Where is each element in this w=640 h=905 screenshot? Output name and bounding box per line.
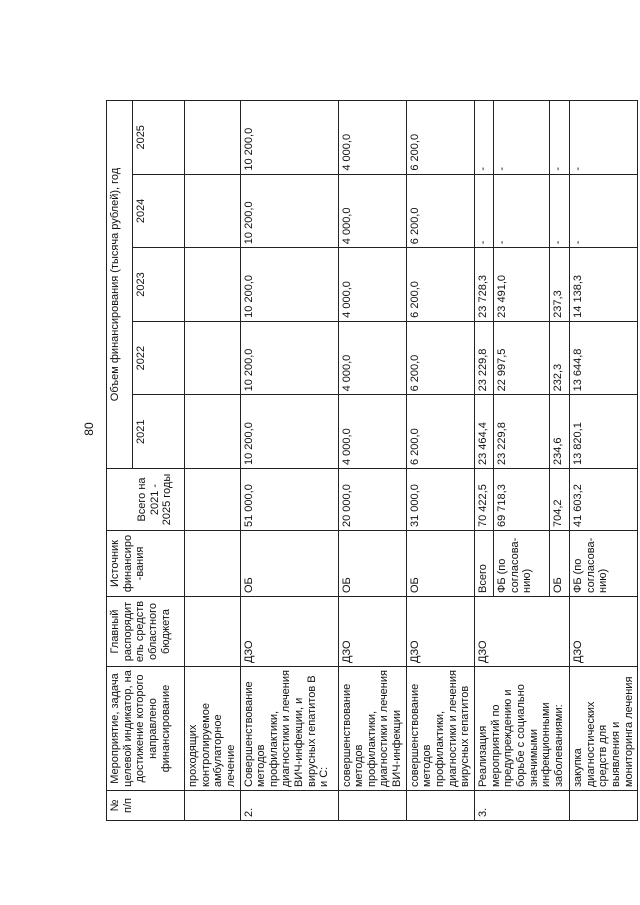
value-2024: 10 200,0 — [240, 174, 338, 248]
source-cell: ОБ — [338, 531, 406, 597]
value-2021: 6 200,0 — [406, 395, 474, 469]
table-row — [240, 100, 338, 820]
source-cell: ОБ — [549, 531, 569, 597]
total-cell: 41 603,2 — [569, 469, 637, 531]
manager-cell: ДЗО — [338, 597, 406, 667]
financing-table — [106, 100, 638, 821]
source-cell: ФБ (по согласова-нию) — [569, 531, 637, 597]
manager-cell: ДЗО — [406, 597, 474, 667]
header-num: № п/п — [107, 791, 185, 821]
total-cell: 51 000,0 — [240, 469, 338, 531]
header-year-2023: 2023 — [133, 248, 185, 322]
value-2024: - — [493, 174, 549, 248]
value-2024: - — [569, 174, 637, 248]
value-2021: 13 820,1 — [569, 395, 637, 469]
table-row — [569, 100, 637, 820]
total-cell: 20 000,0 — [338, 469, 406, 531]
value-2021: 234,6 — [549, 395, 569, 469]
header-activity: Мероприятие, задача целевой индикатор, на достижение которого направлено финансирование — [107, 667, 185, 791]
source-cell: Всего — [474, 531, 493, 597]
header-year-2025: 2025 — [133, 100, 185, 174]
value-2021: 4 000,0 — [338, 395, 406, 469]
value-2021: 10 200,0 — [240, 395, 338, 469]
source-cell: ОБ — [240, 531, 338, 597]
value-2022: 23 229,8 — [474, 321, 493, 395]
value-2023: 237,3 — [549, 248, 569, 322]
value-2025: - — [474, 100, 493, 174]
manager-cell: ДЗО — [474, 597, 569, 667]
total-cell: 70 422,5 — [474, 469, 493, 531]
table-row — [338, 100, 406, 820]
value-2023: 4 000,0 — [338, 248, 406, 322]
activity-cell: закупка диагностических средств для выявления и мониторинга лечения — [569, 667, 637, 791]
activity-cell: совершенствование методов профилактики, диагностики и лечения вирусных гепатитов — [406, 667, 474, 791]
value-2022: 22 997,5 — [493, 321, 549, 395]
total-cell: 69 718,3 — [493, 469, 549, 531]
value-2025: - — [569, 100, 637, 174]
manager-cell: ДЗО — [569, 597, 637, 667]
value-2022: 4 000,0 — [338, 321, 406, 395]
activity-cell: проходящих контролируемое амбулаторное лечение — [185, 667, 241, 791]
value-2022: 10 200,0 — [240, 321, 338, 395]
rotated-table-wrapper — [106, 101, 635, 821]
value-2025: - — [549, 100, 569, 174]
source-cell: ОБ — [406, 531, 474, 597]
value-2024: 6 200,0 — [406, 174, 474, 248]
activity-cell: Совершенствование методов профилактики, диагностики и лечения ВИЧ-инфекции, и вирусных гепатитов В и С: — [240, 667, 338, 791]
value-2021: 23 464,4 — [474, 395, 493, 469]
page-number: 80 — [82, 422, 96, 436]
source-cell: ФБ (по согласова-нию) — [493, 531, 549, 597]
table-row — [474, 100, 493, 820]
value-2022: 6 200,0 — [406, 321, 474, 395]
total-cell: 704,2 — [549, 469, 569, 531]
value-2022: 232,3 — [549, 321, 569, 395]
header-year-2024: 2024 — [133, 174, 185, 248]
value-2022: 13 644,8 — [569, 321, 637, 395]
header-total: Всего на 2021 - 2025 годы — [107, 469, 185, 531]
value-2021: 23 229,8 — [493, 395, 549, 469]
header-year-2022: 2022 — [133, 321, 185, 395]
row-num: 3. — [474, 791, 569, 821]
value-2023: 10 200,0 — [240, 248, 338, 322]
header-volume: Объем финансирования (тысяча рублей), год — [107, 100, 133, 468]
activity-cell: Реализация мероприятий по предупреждению и борьбе с социально значимыми инфекционными заболеваниями: — [474, 667, 569, 791]
value-2025: - — [493, 100, 549, 174]
header-manager: Главный распорядитель средств областного бюджета — [107, 597, 185, 667]
value-2023: 14 138,3 — [569, 248, 637, 322]
value-2024: - — [474, 174, 493, 248]
activity-cell: совершенствование методов профилактики, диагностики и лечения ВИЧ-инфекции — [338, 667, 406, 791]
row-num: 2. — [240, 791, 338, 821]
manager-cell: ДЗО — [240, 597, 338, 667]
header-year-2021: 2021 — [133, 395, 185, 469]
value-2025: 6 200,0 — [406, 100, 474, 174]
value-2025: 4 000,0 — [338, 100, 406, 174]
value-2023: 23 728,3 — [474, 248, 493, 322]
value-2025: 10 200,0 — [240, 100, 338, 174]
table-row — [406, 100, 474, 820]
value-2024: - — [549, 174, 569, 248]
table-row — [185, 100, 241, 820]
value-2023: 23 491,0 — [493, 248, 549, 322]
header-source: Источник финансиро-вания — [107, 531, 185, 597]
value-2023: 6 200,0 — [406, 248, 474, 322]
total-cell: 31 000,0 — [406, 469, 474, 531]
value-2024: 4 000,0 — [338, 174, 406, 248]
